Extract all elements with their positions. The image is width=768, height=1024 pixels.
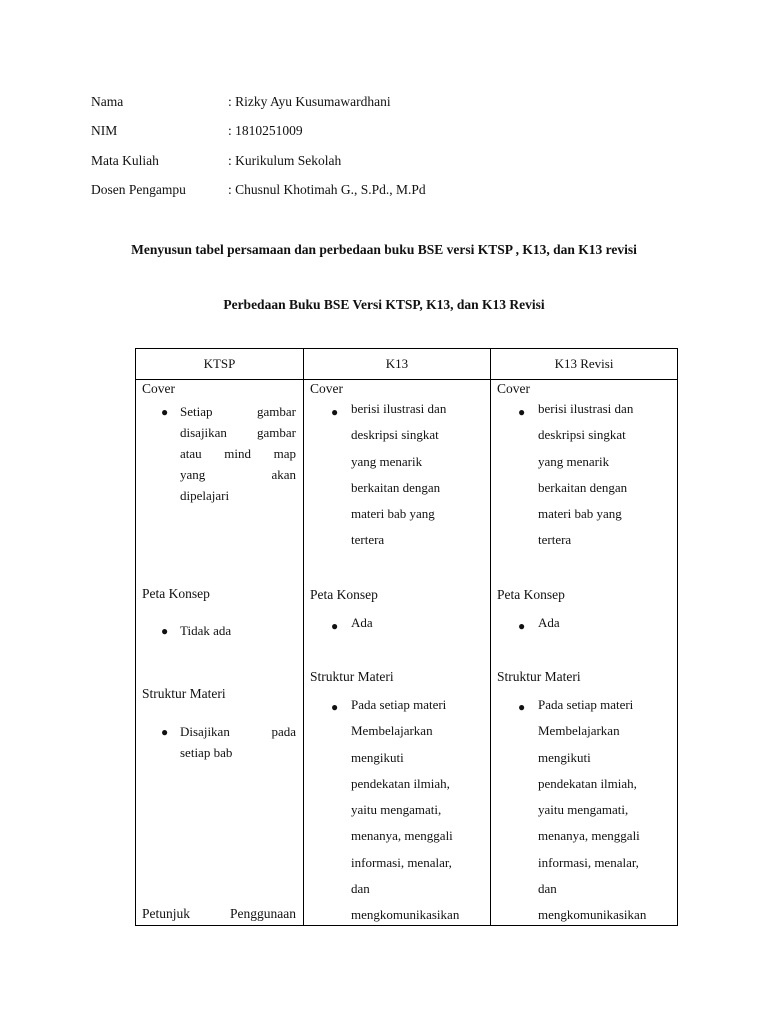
bullet: ●: [161, 725, 169, 739]
section-label-struktur-materi: Struktur Materi: [497, 669, 581, 684]
comparison-table: [135, 348, 678, 926]
section-label-peta-konsep: Peta Konsep: [497, 587, 565, 602]
section-label-struktur-materi: Struktur Materi: [142, 686, 226, 701]
info-value: : Kurikulum Sekolah: [228, 153, 342, 168]
section-label-cover: Cover: [142, 381, 175, 396]
bullet: ●: [161, 624, 169, 638]
bullet: ●: [518, 405, 526, 419]
section-label-peta-konsep: Peta Konsep: [142, 586, 210, 601]
info-label: Nama: [91, 94, 124, 109]
table-header-row: [136, 349, 678, 380]
section-label-struktur-materi: Struktur Materi: [310, 669, 394, 684]
header-k13-revisi: K13 Revisi: [491, 349, 678, 380]
bullet: ●: [161, 405, 169, 419]
bullet-text-cover: berisi ilustrasi dan deskripsi singkat yang menarik berkaitan dengan materi bab yang tertera: [538, 401, 634, 548]
bullet-text-struktur: Pada setiap materi Membelajarkan mengikuti pendekatan ilmiah, yaitu mengamati, menanya, menggali informasi, menalar, dan mengkomunikasikan: [538, 697, 647, 923]
bullet-text-struktur: Pada setiap materi Membelajarkan mengikuti pendekatan ilmiah, yaitu mengamati, menanya, menggali informasi, menalar, dan mengkomunikasikan: [351, 697, 460, 923]
bullet-text-peta: Ada: [538, 615, 560, 630]
header-k13: K13: [304, 349, 491, 380]
info-value: : Rizky Ayu Kusumawardhani: [228, 94, 391, 109]
bullet: ●: [331, 405, 339, 419]
bullet-text-cover: Setiap gambar disajikan gambar atau mind map yang akan dipelajari: [180, 404, 296, 503]
info-value: : 1810251009: [228, 123, 303, 138]
info-label: Dosen Pengampu: [91, 182, 186, 197]
cell-k13: [304, 380, 491, 926]
section-label-cover: Cover: [310, 381, 343, 396]
cell-k13-revisi: [491, 380, 678, 926]
section-label-petunjuk-penggunaan: Petunjuk Penggunaan: [142, 906, 296, 921]
bullet: ●: [331, 700, 339, 714]
section-label-cover: Cover: [497, 381, 530, 396]
bullet: ●: [518, 619, 526, 633]
bullet-text-peta: Ada: [351, 615, 373, 630]
header-ktsp: KTSP: [136, 349, 304, 380]
bullet-text-cover: berisi ilustrasi dan deskripsi singkat yang menarik berkaitan dengan materi bab yang tertera: [351, 401, 447, 548]
table-title: Perbedaan Buku BSE Versi KTSP, K13, dan K13 Revisi: [223, 297, 545, 312]
cell-ktsp: [136, 380, 304, 926]
info-value: : Chusnul Khotimah G., S.Pd., M.Pd: [228, 182, 426, 197]
bullet-text-struktur: Disajikan pada setiap bab: [180, 724, 296, 760]
info-label: Mata Kuliah: [91, 153, 159, 168]
bullet-text-peta: Tidak ada: [180, 623, 232, 638]
bullet: ●: [331, 619, 339, 633]
document-title: Menyusun tabel persamaan dan perbedaan buku BSE versi KTSP , K13, dan K13 revisi: [131, 242, 637, 257]
table-body-row: [136, 380, 678, 926]
info-label: NIM: [91, 123, 118, 138]
section-label-peta-konsep: Peta Konsep: [310, 587, 378, 602]
bullet: ●: [518, 700, 526, 714]
